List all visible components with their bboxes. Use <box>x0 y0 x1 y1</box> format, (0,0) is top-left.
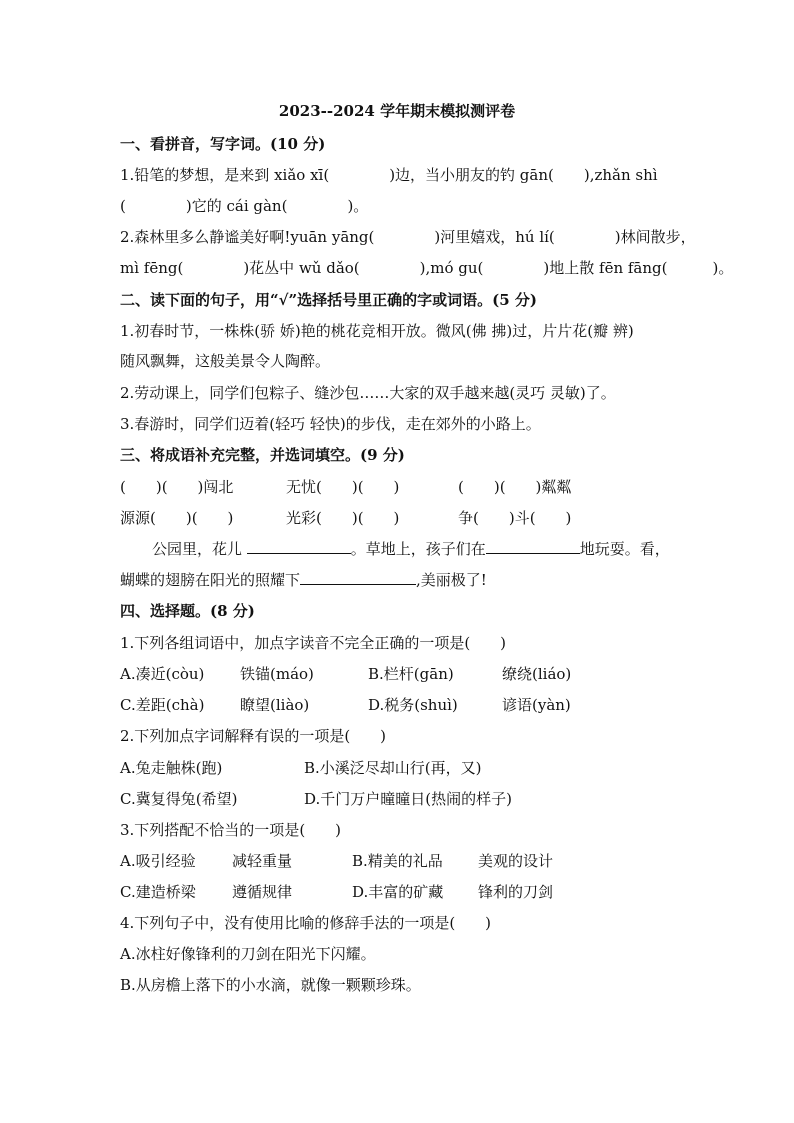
s1-line-2: ( )它的 cái gàn( )。 <box>120 197 369 215</box>
question-3: 3.下列搭配不恰当的一项是( ) <box>120 821 342 839</box>
q3-option-c-phrase-1: C.建造桥梁 <box>120 883 196 901</box>
answer-blank-1[interactable] <box>247 538 351 554</box>
q1-option-b-word-1: B.栏杆(gān) <box>368 665 454 683</box>
s2-line-3: 2.劳动课上，同学们包粽子、缝沙包……大家的双手越来越(灵巧 灵敏)了。 <box>120 384 616 402</box>
idiom-5: 光彩( )( ) <box>286 509 400 527</box>
q2-option-d: D.千门万户曈曈日(热闹的样子) <box>304 790 512 808</box>
fill-text-c: 地玩耍。看， <box>579 540 670 558</box>
section-2-heading: 二、读下面的句子，用“√”选择括号里正确的字或词语。(5 分) <box>120 291 537 309</box>
s2-line-4: 3.春游时，同学们迈着(轻巧 轻快)的步伐，走在郊外的小路上。 <box>120 415 541 433</box>
exam-title: 2023--2024 学年期末模拟测评卷 <box>278 102 516 120</box>
idiom-1: ( )( )闯北 <box>120 478 234 496</box>
q2-option-c: C.冀复得兔(希望) <box>120 790 238 808</box>
section-3-heading: 三、将成语补充完整，并选词填空。(9 分) <box>120 446 405 464</box>
answer-blank-3[interactable] <box>300 569 416 585</box>
idiom-3: ( )( )粼粼 <box>458 478 572 496</box>
idiom-2: 无忧( )( ) <box>286 478 400 496</box>
s2-line-1: 1.初春时节，一株株(骄 娇)艳的桃花竞相开放。微风(佛 拂)过，片片花(瓣 辨) <box>120 322 634 340</box>
question-1: 1.下列各组词语中，加点字读音不完全正确的一项是( ) <box>120 634 507 652</box>
q1-option-d-word-2: 谚语(yàn) <box>502 696 571 714</box>
fill-paragraph-line-2 <box>120 569 487 591</box>
s1-line-1: 1.铅笔的梦想，是来到 xiǎo xī( )边，当小朋友的钓 gān( ),zhǎn shì <box>120 166 658 184</box>
q2-option-b: B.小溪泛尽却山行(再，又) <box>304 759 482 777</box>
q4-option-a: A.冰柱好像锋利的刀剑在阳光下闪耀。 <box>120 945 376 963</box>
q1-option-c-word-1: C.差距(chà) <box>120 696 205 714</box>
q3-option-d-phrase-1: D.丰富的矿藏 <box>352 883 444 901</box>
s2-line-2: 随风飘舞，这般美景令人陶醉。 <box>120 352 331 370</box>
q3-option-c-phrase-2: 遵循规律 <box>232 883 293 901</box>
q3-option-b-phrase-1: B.精美的礼品 <box>352 852 443 870</box>
q3-option-b-phrase-2: 美观的设计 <box>478 852 554 870</box>
idiom-6: 争( )斗( ) <box>458 509 572 527</box>
q3-option-d-phrase-2: 锋利的刀剑 <box>478 883 554 901</box>
q1-option-d-word-1: D.税务(shuì) <box>368 696 458 714</box>
s1-line-3: 2.森林里多么静谧美好啊!yuān yāng( )河里嬉戏，hú lí( )林间散步， <box>120 228 696 246</box>
answer-blank-2[interactable] <box>486 538 580 554</box>
q1-option-b-word-2: 缭绕(liáo) <box>502 665 572 683</box>
q1-option-c-word-2: 瞭望(liào) <box>240 696 310 714</box>
idiom-4: 源源( )( ) <box>120 509 234 527</box>
q2-option-a: A.兔走触株(跑) <box>120 759 223 777</box>
q1-option-a-word-1: A.凑近(còu) <box>120 665 205 683</box>
fill-text-a: 公园里，花儿 <box>152 540 247 558</box>
question-4: 4.下列句子中，没有使用比喻的修辞手法的一项是( ) <box>120 914 492 932</box>
fill-paragraph-line-1 <box>152 538 670 560</box>
fill-text-d: 蝴蝶的翅膀在阳光的照耀下 <box>120 571 301 589</box>
q1-option-a-word-2: 铁锚(máo) <box>240 665 314 683</box>
fill-text-e: ,美丽极了! <box>416 571 487 589</box>
section-1-heading: 一、看拼音，写字词。(10 分) <box>120 135 326 153</box>
q3-option-a-phrase-1: A.吸引经验 <box>120 852 196 870</box>
section-4-heading: 四、选择题。(8 分) <box>120 602 255 620</box>
q4-option-b: B.从房檐上落下的小水滴，就像一颗颗珍珠。 <box>120 976 421 994</box>
s1-line-4: mì fēng( )花丛中 wǔ dǎo( ),mó gu( )地上散 fēn fāng( )。 <box>120 259 734 277</box>
question-2: 2.下列加点字词解释有误的一项是( ) <box>120 727 387 745</box>
fill-text-b: 。草地上，孩子们在 <box>350 540 486 558</box>
q3-option-a-phrase-2: 减轻重量 <box>232 852 293 870</box>
